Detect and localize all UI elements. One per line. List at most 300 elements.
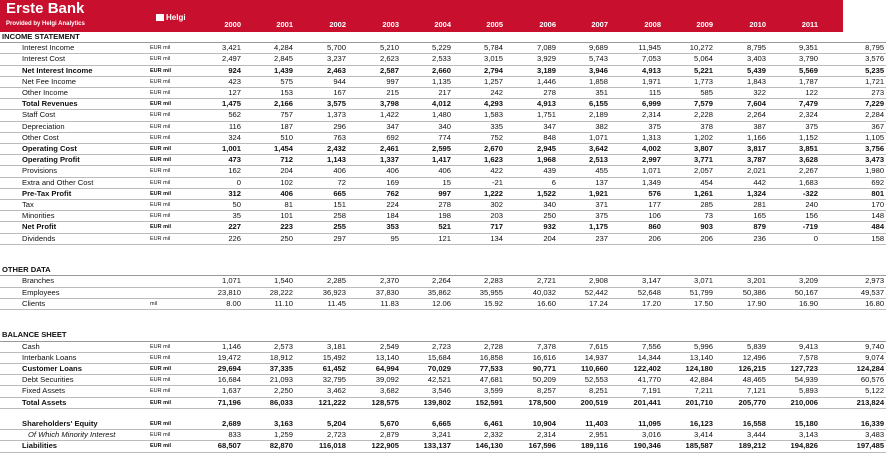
table-row (0, 65, 886, 76)
value-cell-2008: 7,191 (610, 386, 663, 397)
value-cell-2003: 5,670 (348, 419, 401, 430)
value-cell-2010: 281 (715, 200, 768, 211)
value-cell-2009: 3,807 (663, 144, 715, 155)
value-cell-2010: 442 (715, 177, 768, 188)
spacer-cell (0, 320, 886, 330)
row-unit: EUR mil (148, 211, 188, 222)
value-cell-2012: 2,284 (820, 110, 886, 121)
value-cell-2002: 296 (295, 121, 348, 132)
value-cell-2010: 3,817 (715, 144, 768, 155)
value-cell-2008: 14,344 (610, 352, 663, 363)
value-cell-2010: 3,444 (715, 430, 768, 441)
value-cell-2009: 7,579 (663, 99, 715, 110)
value-cell-2004: 3,241 (401, 430, 453, 441)
value-cell-2007: 9,689 (558, 43, 610, 54)
value-cell-2006: 10,904 (505, 419, 558, 430)
year-header-2000: 2000 (224, 20, 241, 29)
row-label: Provisions (0, 166, 148, 177)
value-cell-2004: 35,862 (401, 287, 453, 298)
value-cell-2012: 16.80 (820, 298, 886, 309)
value-cell-2001: 86,033 (243, 397, 295, 408)
value-cell-2008: 122,402 (610, 364, 663, 375)
value-cell-2010: 2,021 (715, 166, 768, 177)
value-cell-2008: 7,053 (610, 54, 663, 65)
value-cell-2012: 2,973 (820, 276, 886, 287)
row-unit: EUR mil (148, 65, 188, 76)
row-label: Liabilities (0, 441, 148, 452)
value-cell-2003: 1,337 (348, 155, 401, 166)
value-cell-2011: -322 (768, 188, 820, 199)
value-cell-2008: 3,147 (610, 276, 663, 287)
year-header-2002: 2002 (329, 20, 346, 29)
value-cell-2002: 32,795 (295, 375, 348, 386)
value-cell-2012: 148 (820, 211, 886, 222)
value-cell-2004: 3,546 (401, 386, 453, 397)
value-cell-2004: 1,480 (401, 110, 453, 121)
value-cell-2007: 1,175 (558, 222, 610, 233)
value-cell-2002: 121,222 (295, 397, 348, 408)
value-cell-2011: 122 (768, 88, 820, 99)
value-cell-2002: 297 (295, 233, 348, 244)
table-row (0, 364, 886, 375)
value-cell-2006: 1,522 (505, 188, 558, 199)
year-header-2008: 2008 (644, 20, 661, 29)
table-row (0, 144, 886, 155)
value-cell-2006: 347 (505, 121, 558, 132)
value-cell-2009: 17.50 (663, 298, 715, 309)
value-cell-2009: 5,064 (663, 54, 715, 65)
value-cell-2008: 115 (610, 88, 663, 99)
value-cell-2005: 16,858 (453, 352, 505, 363)
value-cell-2011: -719 (768, 222, 820, 233)
value-cell-2007: 1,071 (558, 132, 610, 143)
value-cell-2010: 1,324 (715, 188, 768, 199)
value-cell-2010: 7,604 (715, 99, 768, 110)
value-cell-2000: 19,472 (188, 352, 243, 363)
value-cell-2006: 204 (505, 233, 558, 244)
value-cell-2011: 3,143 (768, 430, 820, 441)
value-cell-2005: 422 (453, 166, 505, 177)
row-label: Branches (0, 276, 148, 287)
year-header-2009: 2009 (696, 20, 713, 29)
value-cell-2003: 122,905 (348, 441, 401, 452)
value-cell-2007: 2,189 (558, 110, 610, 121)
value-cell-2008: 11,095 (610, 419, 663, 430)
value-cell-2005: 3,599 (453, 386, 505, 397)
value-cell-2011: 50,167 (768, 287, 820, 298)
value-cell-2011: 240 (768, 200, 820, 211)
row-unit: EUR mil (148, 54, 188, 65)
value-cell-2002: 3,462 (295, 386, 348, 397)
table-row (0, 76, 886, 87)
value-cell-2009: 3,771 (663, 155, 715, 166)
row-label: Clients (0, 298, 148, 309)
value-cell-2000: 312 (188, 188, 243, 199)
value-cell-2000: 23,810 (188, 287, 243, 298)
value-cell-2004: 139,802 (401, 397, 453, 408)
year-header-2001: 2001 (276, 20, 293, 29)
table-row (0, 375, 886, 386)
value-cell-2003: 2,879 (348, 430, 401, 441)
value-cell-2012: 124,284 (820, 364, 886, 375)
row-unit: EUR mil (148, 352, 188, 363)
value-cell-2003: 169 (348, 177, 401, 188)
value-cell-2001: 102 (243, 177, 295, 188)
value-cell-2008: 1,971 (610, 76, 663, 87)
value-cell-2003: 2,370 (348, 276, 401, 287)
table-row (0, 211, 886, 222)
report-header (0, 0, 884, 32)
value-cell-2009: 2,057 (663, 166, 715, 177)
value-cell-2000: 562 (188, 110, 243, 121)
row-unit: EUR mil (148, 188, 188, 199)
table-row (0, 200, 886, 211)
value-cell-2001: 28,222 (243, 287, 295, 298)
value-cell-2010: 1,166 (715, 132, 768, 143)
value-cell-2006: 2,314 (505, 430, 558, 441)
value-cell-2012: 1,980 (820, 166, 886, 177)
value-cell-2011: 375 (768, 121, 820, 132)
year-header-2011: 2011 (801, 20, 818, 29)
value-cell-2010: 879 (715, 222, 768, 233)
value-cell-2005: 1,257 (453, 76, 505, 87)
value-cell-2002: 1,373 (295, 110, 348, 121)
value-cell-2010: 5,839 (715, 341, 768, 352)
value-cell-2007: 382 (558, 121, 610, 132)
year-header-2005: 2005 (486, 20, 503, 29)
value-cell-2003: 692 (348, 132, 401, 143)
value-cell-2007: 200,519 (558, 397, 610, 408)
value-cell-2002: 3,237 (295, 54, 348, 65)
table-row (0, 397, 886, 408)
value-cell-2009: 903 (663, 222, 715, 233)
value-cell-2006: 16.60 (505, 298, 558, 309)
value-cell-2008: 201,441 (610, 397, 663, 408)
value-cell-2001: 250 (243, 233, 295, 244)
section-header-row (0, 32, 886, 43)
section-title: INCOME STATEMENT (0, 32, 886, 43)
value-cell-2008: 177 (610, 200, 663, 211)
value-cell-2006: 250 (505, 211, 558, 222)
value-cell-2009: 2,228 (663, 110, 715, 121)
value-cell-2009: 201,710 (663, 397, 715, 408)
row-label: Tax (0, 200, 148, 211)
value-cell-2002: 258 (295, 211, 348, 222)
row-unit: EUR mil (148, 110, 188, 121)
value-cell-2001: 18,912 (243, 352, 295, 363)
value-cell-2005: 47,681 (453, 375, 505, 386)
row-label: Debt Securities (0, 375, 148, 386)
value-cell-2005: 2,728 (453, 341, 505, 352)
value-cell-2005: 35,955 (453, 287, 505, 298)
value-cell-2007: 8,251 (558, 386, 610, 397)
value-cell-2002: 2,285 (295, 276, 348, 287)
value-cell-2002: 255 (295, 222, 348, 233)
value-cell-2011: 127,723 (768, 364, 820, 375)
value-cell-2003: 184 (348, 211, 401, 222)
row-unit: EUR mil (148, 200, 188, 211)
value-cell-2001: 82,870 (243, 441, 295, 452)
value-cell-2004: 278 (401, 200, 453, 211)
value-cell-2012: 692 (820, 177, 886, 188)
row-label: Other Cost (0, 132, 148, 143)
value-cell-2003: 5,210 (348, 43, 401, 54)
value-cell-2004: 121 (401, 233, 453, 244)
value-cell-2002: 5,204 (295, 419, 348, 430)
row-unit: EUR mil (148, 233, 188, 244)
value-cell-2000: 3,421 (188, 43, 243, 54)
value-cell-2008: 2,314 (610, 110, 663, 121)
year-header-2006: 2006 (539, 20, 556, 29)
provided-by-label: Provided by Helgi Analytics (6, 21, 85, 27)
value-cell-2005: 717 (453, 222, 505, 233)
value-cell-2000: 50 (188, 200, 243, 211)
value-cell-2000: 127 (188, 88, 243, 99)
value-cell-2006: 6 (505, 177, 558, 188)
value-cell-2005: 134 (453, 233, 505, 244)
value-cell-2007: 17.24 (558, 298, 610, 309)
row-unit: EUR mil (148, 177, 188, 188)
table-row (0, 222, 886, 233)
value-cell-2011: 15,180 (768, 419, 820, 430)
value-cell-2005: 302 (453, 200, 505, 211)
row-label: Dividends (0, 233, 148, 244)
value-cell-2007: 52,442 (558, 287, 610, 298)
value-cell-2001: 406 (243, 188, 295, 199)
value-cell-2003: 2,549 (348, 341, 401, 352)
value-cell-2011: 1,152 (768, 132, 820, 143)
value-cell-2000: 71,196 (188, 397, 243, 408)
value-cell-2010: 205,770 (715, 397, 768, 408)
row-unit: EUR mil (148, 419, 188, 430)
spacer-cell (0, 244, 886, 255)
spacer-cell (0, 408, 886, 419)
value-cell-2001: 712 (243, 155, 295, 166)
value-cell-2012: 197,485 (820, 441, 886, 452)
value-cell-2011: 3,628 (768, 155, 820, 166)
table-row (0, 132, 886, 143)
row-label: Shareholders' Equity (0, 419, 148, 430)
value-cell-2011: 54,939 (768, 375, 820, 386)
value-cell-2000: 1,146 (188, 341, 243, 352)
row-unit: EUR mil (148, 364, 188, 375)
value-cell-2006: 50,209 (505, 375, 558, 386)
value-cell-2001: 2,845 (243, 54, 295, 65)
value-cell-2002: 1,143 (295, 155, 348, 166)
table-row (0, 188, 886, 199)
row-label: Net Fee Income (0, 76, 148, 87)
value-cell-2001: 2,573 (243, 341, 295, 352)
value-cell-2011: 7,479 (768, 99, 820, 110)
row-unit: EUR mil (148, 222, 188, 233)
value-cell-2010: 165 (715, 211, 768, 222)
value-cell-2007: 110,660 (558, 364, 610, 375)
section-title: OTHER DATA (0, 265, 886, 276)
value-cell-2006: 3,189 (505, 65, 558, 76)
value-cell-2002: 61,452 (295, 364, 348, 375)
value-cell-2008: 4,913 (610, 65, 663, 76)
value-cell-2007: 2,513 (558, 155, 610, 166)
row-label: Customer Loans (0, 364, 148, 375)
value-cell-2005: 335 (453, 121, 505, 132)
table-row (0, 352, 886, 363)
value-cell-2008: 1,313 (610, 132, 663, 143)
value-cell-2000: 227 (188, 222, 243, 233)
value-cell-2006: 1,446 (505, 76, 558, 87)
row-unit: mil (148, 298, 188, 309)
row-unit: EUR mil (148, 121, 188, 132)
table-row (0, 88, 886, 99)
value-cell-2007: 11,403 (558, 419, 610, 430)
value-cell-2003: 3,682 (348, 386, 401, 397)
value-cell-2001: 81 (243, 200, 295, 211)
value-cell-2009: 454 (663, 177, 715, 188)
value-cell-2004: 70,029 (401, 364, 453, 375)
row-label: Employees (0, 287, 148, 298)
value-cell-2001: 3,163 (243, 419, 295, 430)
value-cell-2006: 3,929 (505, 54, 558, 65)
row-unit: EUR mil (148, 375, 188, 386)
value-cell-2005: 1,583 (453, 110, 505, 121)
value-cell-2001: 101 (243, 211, 295, 222)
value-cell-2007: 6,155 (558, 99, 610, 110)
value-cell-2005: 4,293 (453, 99, 505, 110)
row-unit: EUR mil (148, 155, 188, 166)
value-cell-2002: 72 (295, 177, 348, 188)
value-cell-2001: 1,540 (243, 276, 295, 287)
row-label: Operating Cost (0, 144, 148, 155)
value-cell-2000: 162 (188, 166, 243, 177)
value-cell-2002: 2,723 (295, 430, 348, 441)
value-cell-2004: 133,137 (401, 441, 453, 452)
value-cell-2006: 90,771 (505, 364, 558, 375)
value-cell-2000: 1,637 (188, 386, 243, 397)
value-cell-2006: 1,751 (505, 110, 558, 121)
value-cell-2008: 2,997 (610, 155, 663, 166)
value-cell-2009: 5,221 (663, 65, 715, 76)
value-cell-2003: 37,830 (348, 287, 401, 298)
value-cell-2009: 10,272 (663, 43, 715, 54)
value-cell-2009: 185,587 (663, 441, 715, 452)
value-cell-2009: 51,799 (663, 287, 715, 298)
value-cell-2012: 16,339 (820, 419, 886, 430)
value-cell-2000: 35 (188, 211, 243, 222)
value-cell-2002: 406 (295, 166, 348, 177)
value-cell-2003: 39,092 (348, 375, 401, 386)
value-cell-2009: 3,071 (663, 276, 715, 287)
value-cell-2012: 1,721 (820, 76, 886, 87)
value-cell-2011: 3,209 (768, 276, 820, 287)
year-header-2007: 2007 (591, 20, 608, 29)
value-cell-2005: 2,283 (453, 276, 505, 287)
value-cell-2004: 12.06 (401, 298, 453, 309)
value-cell-2011: 156 (768, 211, 820, 222)
value-cell-2005: 5,784 (453, 43, 505, 54)
value-cell-2011: 9,351 (768, 43, 820, 54)
value-cell-2010: 17.90 (715, 298, 768, 309)
value-cell-2003: 2,623 (348, 54, 401, 65)
value-cell-2012: 8,795 (820, 43, 886, 54)
value-cell-2006: 4,913 (505, 99, 558, 110)
row-label: Cash (0, 341, 148, 352)
value-cell-2003: 1,422 (348, 110, 401, 121)
value-cell-2000: 8.00 (188, 298, 243, 309)
value-cell-2010: 1,843 (715, 76, 768, 87)
value-cell-2012: 213,824 (820, 397, 886, 408)
row-label: Extra and Other Cost (0, 177, 148, 188)
value-cell-2012: 7,229 (820, 99, 886, 110)
row-unit: EUR mil (148, 397, 188, 408)
value-cell-2003: 353 (348, 222, 401, 233)
value-cell-2008: 1,349 (610, 177, 663, 188)
value-cell-2010: 387 (715, 121, 768, 132)
value-cell-2000: 16,684 (188, 375, 243, 386)
row-label: Pre-Tax Profit (0, 188, 148, 199)
value-cell-2005: 242 (453, 88, 505, 99)
value-cell-2001: 153 (243, 88, 295, 99)
value-cell-2006: 16,616 (505, 352, 558, 363)
value-cell-2009: 1,261 (663, 188, 715, 199)
value-cell-2001: 1,259 (243, 430, 295, 441)
value-cell-2004: 1,135 (401, 76, 453, 87)
value-cell-2006: 8,257 (505, 386, 558, 397)
row-label: Staff Cost (0, 110, 148, 121)
value-cell-2010: 236 (715, 233, 768, 244)
value-cell-2006: 439 (505, 166, 558, 177)
value-cell-2004: 774 (401, 132, 453, 143)
row-unit (148, 287, 188, 298)
value-cell-2010: 2,264 (715, 110, 768, 121)
value-cell-2009: 124,180 (663, 364, 715, 375)
value-cell-2011: 7,578 (768, 352, 820, 363)
row-label: Interest Income (0, 43, 148, 54)
value-cell-2003: 2,461 (348, 144, 401, 155)
value-cell-2004: 2,533 (401, 54, 453, 65)
value-cell-2012: 3,756 (820, 144, 886, 155)
row-label: Fixed Assets (0, 386, 148, 397)
row-unit (148, 276, 188, 287)
value-cell-2008: 206 (610, 233, 663, 244)
value-cell-2001: 204 (243, 166, 295, 177)
table-row (0, 430, 886, 441)
value-cell-2000: 0 (188, 177, 243, 188)
row-unit: EUR mil (148, 144, 188, 155)
value-cell-2001: 187 (243, 121, 295, 132)
value-cell-2007: 375 (558, 211, 610, 222)
value-cell-2012: 9,740 (820, 341, 886, 352)
row-unit: EUR mil (148, 88, 188, 99)
value-cell-2006: 278 (505, 88, 558, 99)
row-label: Total Revenues (0, 99, 148, 110)
value-cell-2011: 1,787 (768, 76, 820, 87)
value-cell-2009: 13,140 (663, 352, 715, 363)
table-row (0, 110, 886, 121)
value-cell-2006: 340 (505, 200, 558, 211)
value-cell-2012: 273 (820, 88, 886, 99)
value-cell-2011: 3,790 (768, 54, 820, 65)
value-cell-2000: 423 (188, 76, 243, 87)
value-cell-2011: 9,413 (768, 341, 820, 352)
value-cell-2007: 1,921 (558, 188, 610, 199)
value-cell-2006: 1,968 (505, 155, 558, 166)
value-cell-2008: 7,556 (610, 341, 663, 352)
value-cell-2006: 178,500 (505, 397, 558, 408)
value-cell-2001: 21,093 (243, 375, 295, 386)
row-label: Interbank Loans (0, 352, 148, 363)
spacer-row (0, 320, 886, 330)
value-cell-2005: 2,794 (453, 65, 505, 76)
value-cell-2000: 324 (188, 132, 243, 143)
